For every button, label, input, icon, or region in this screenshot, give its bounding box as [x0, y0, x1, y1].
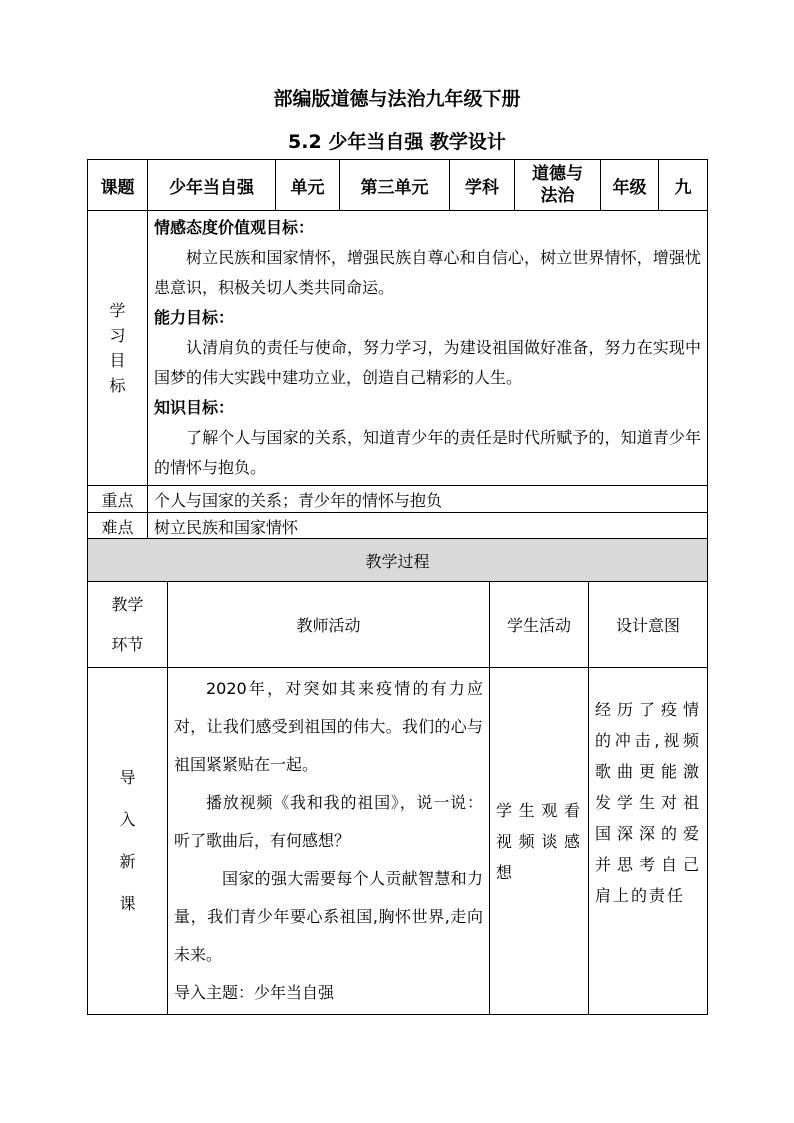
- ability-goal-text: 认清肩负的责任与使命，努力学习，为建设祖国做好准备，努力在实现中国梦的伟大实践中建功立业，创造自己精彩的人生。: [154, 338, 701, 387]
- objectives-label: [88, 211, 148, 486]
- stage-column-header: [88, 582, 168, 668]
- stage-header-line: 环节: [111, 634, 144, 654]
- subject-value: 道德与法治: [515, 160, 601, 211]
- student-column-header: 学生活动: [490, 582, 589, 668]
- intent-column-header: 设计意图: [589, 582, 708, 668]
- plan-info-table: [87, 159, 708, 540]
- grade-value: 九: [659, 160, 708, 211]
- stage-char: 课: [119, 894, 136, 913]
- knowledge-goal-heading: 知识目标：: [154, 398, 235, 417]
- unit-value: 第三单元: [340, 160, 450, 211]
- teacher-activity-paragraph: 国家的强大需要每个人贡献智慧和力量，我们青少年要心系祖国,胸怀世界,走向未来。: [174, 869, 483, 964]
- teacher-activity-paragraph: 播放视频《我和我的祖国》，说一说：听了歌曲后，有何感想？: [174, 793, 483, 850]
- teaching-process-table: [87, 538, 708, 1015]
- objectives-label-char: 目: [109, 351, 126, 370]
- objectives-label-char: 标: [109, 376, 126, 395]
- key-point-text: 个人与国家的关系；青少年的情怀与抱负: [148, 486, 708, 513]
- document-subtitle: 5.2 少年当自强 教学设计: [288, 131, 506, 153]
- objectives-content: [148, 211, 708, 486]
- teacher-column-header: 教师活动: [168, 582, 490, 668]
- document-title: 部编版道德与法治九年级下册: [273, 88, 521, 110]
- teacher-activity-paragraph: 导入主题：少年当自强: [174, 983, 335, 1002]
- student-activity-cell: 学生观看视频谈感想: [490, 668, 589, 1015]
- topic-value: 少年当自强: [148, 160, 276, 211]
- ability-goal-heading: 能力目标：: [154, 308, 235, 327]
- teacher-activity-cell: [168, 668, 490, 1015]
- stage-char: 入: [119, 810, 136, 829]
- knowledge-goal-text: 了解个人与国家的关系，知道青少年的责任是时代所赋予的，知道青少年的情怀与抱负。: [154, 428, 701, 477]
- stage-char: 导: [119, 768, 136, 787]
- design-intent-cell: 经历了疫情的冲击,视频歌曲更能激发学生对祖国深深的爱并思考自己肩上的责任: [589, 668, 708, 1015]
- unit-key: 单元: [276, 160, 340, 211]
- process-title: 教学过程: [88, 539, 708, 582]
- stage-char: 新: [119, 852, 136, 871]
- subject-key: 学科: [450, 160, 515, 211]
- grade-key: 年级: [601, 160, 659, 211]
- stage-intro-cell: [88, 668, 168, 1015]
- objectives-label-char: 学: [109, 301, 126, 320]
- teacher-activity-paragraph: 2020年，对突如其来疫情的有力应对，让我们感受到祖国的伟大。我们的心与祖国紧紧贴在一起。: [174, 679, 483, 774]
- difficulty-text: 树立民族和国家情怀: [148, 513, 708, 540]
- stage-header-line: 教学: [111, 594, 144, 614]
- emotion-goal-text: 树立民族和国家情怀，增强民族自尊心和自信心，树立世界情怀，增强忧患意识，积极关切人类共同命运。: [154, 248, 701, 297]
- emotion-goal-heading: 情感态度价值观目标：: [154, 218, 315, 237]
- objectives-label-char: 习: [109, 326, 126, 345]
- key-point-label: 重点: [88, 486, 148, 513]
- topic-key: 课题: [88, 160, 148, 211]
- difficulty-label: 难点: [88, 513, 148, 540]
